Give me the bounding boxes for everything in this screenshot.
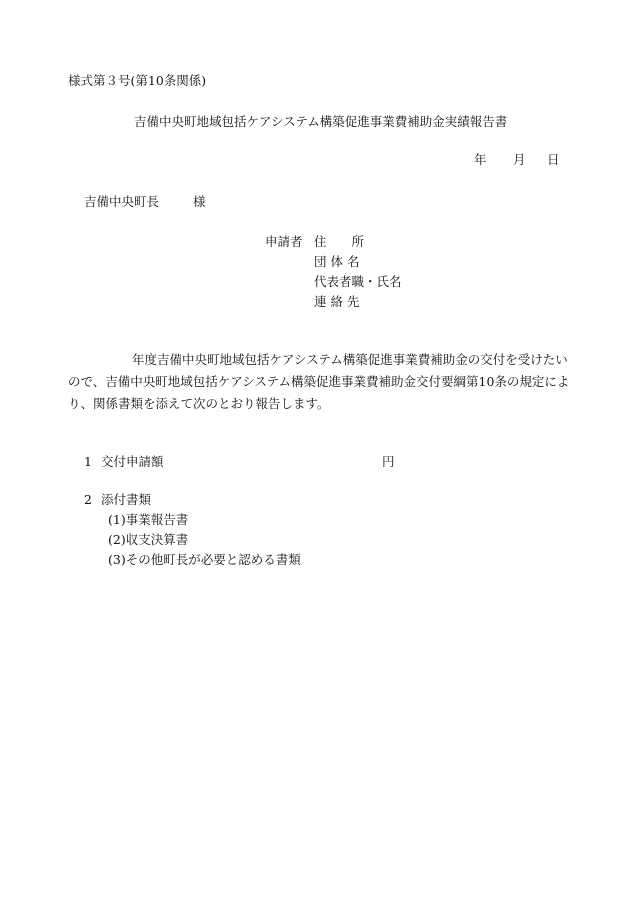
applicant-field-address: 住 所: [314, 234, 365, 249]
body-text-line: 年度吉備中央町地域包括ケアシステム構築促進事業費補助金の交付を受けたい: [132, 352, 568, 367]
body-text-line: ので、吉備中央町地域包括ケアシステム構築促進事業費補助金交付要綱第10条の規定によ: [68, 374, 570, 389]
attachment-item: (1)事業報告書: [108, 512, 189, 527]
attachment-item: (2)収支決算書: [108, 532, 189, 547]
item-label-attachments: 添付書類: [101, 492, 152, 507]
document-title: 吉備中央町地域包括ケアシステム構築促進事業費補助金実績報告書: [134, 114, 508, 129]
applicant-field-group-name: 団 体 名: [314, 254, 360, 269]
applicant-field-contact: 連 絡 先: [314, 294, 360, 309]
item-unit-yen: 円: [382, 454, 395, 469]
body-text-line: り、関係書類を添えて次のとおり報告します。: [68, 396, 330, 411]
date-month-label: 月: [513, 152, 526, 167]
attachment-item: (3)その他町長が必要と認める書類: [108, 552, 301, 567]
form-number: 様式第３号(第10条関係): [68, 73, 207, 88]
applicant-label: 申請者: [265, 234, 303, 249]
addressee-honorific: 様: [193, 194, 206, 209]
item-number: 1: [84, 454, 92, 469]
date-day-label: 日: [547, 152, 560, 167]
date-year-label: 年: [474, 152, 487, 167]
addressee-name: 吉備中央町長: [84, 194, 160, 209]
applicant-field-representative: 代表者職・氏名: [314, 274, 402, 289]
item-label-grant-amount: 交付申請額: [101, 454, 164, 469]
item-number: 2: [84, 492, 92, 507]
